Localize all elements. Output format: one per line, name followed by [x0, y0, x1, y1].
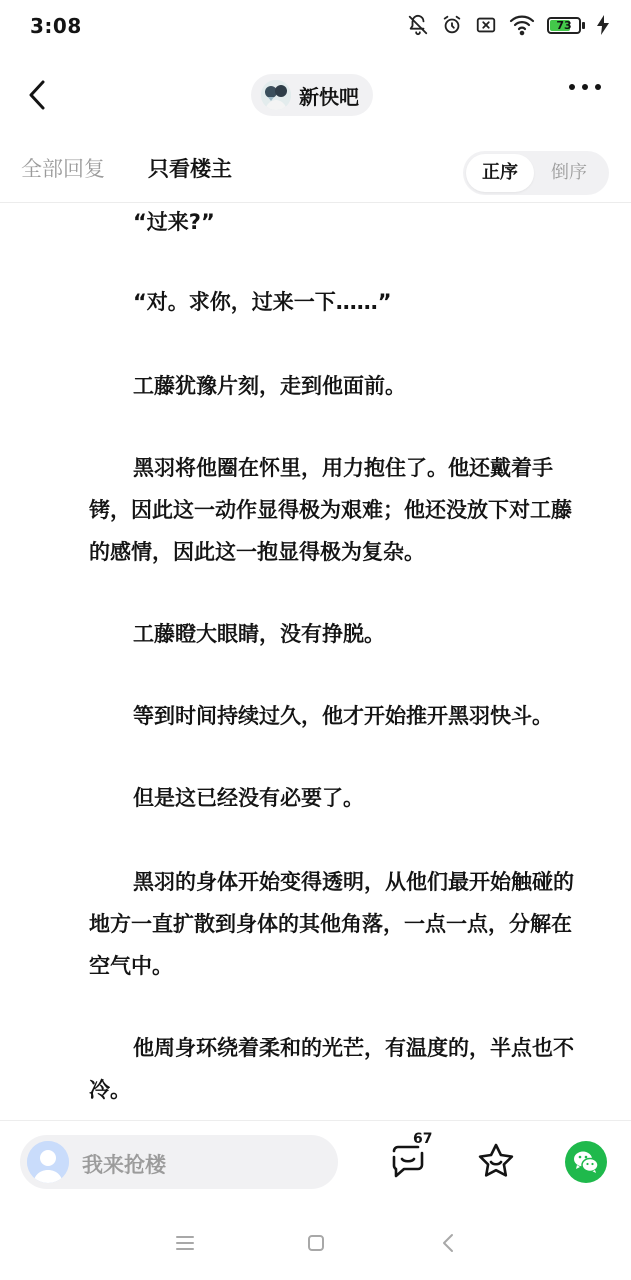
- paragraph-text: 但是这已经没有必要了。: [133, 786, 364, 810]
- paragraph: [89, 614, 609, 654]
- paragraph-text: 工藤瞪大眼睛，没有挣脱。: [133, 622, 385, 646]
- paragraph: [89, 202, 609, 242]
- reply-input[interactable]: [20, 1135, 338, 1189]
- favorite-button[interactable]: [476, 1141, 516, 1181]
- paragraph-text: 工藤犹豫片刻，走到他面前。: [133, 374, 406, 398]
- paragraph-text: “过来?”: [133, 210, 215, 234]
- forum-avatar: [261, 80, 291, 110]
- paragraph: [89, 862, 609, 902]
- paragraph-text: 的感情，因此这一抱显得极为复杂。: [89, 540, 425, 564]
- paragraph-text: 冷。: [89, 1078, 131, 1102]
- paragraph-text: 空气中。: [89, 954, 173, 978]
- comment-icon: [388, 1141, 428, 1181]
- tab-bar: [0, 140, 631, 203]
- paragraph-text: 等到时间持续过久，他才开始推开黑羽快斗。: [133, 704, 553, 728]
- status-time: 3:08: [30, 14, 82, 38]
- system-navigation-bar: [0, 1206, 631, 1280]
- post-content: [0, 202, 631, 1120]
- paragraph-text: 地方一直扩散到身体的其他角落，一点一点，分解在: [89, 912, 572, 936]
- back-button[interactable]: [22, 76, 56, 114]
- home-icon[interactable]: [305, 1232, 327, 1254]
- menu-icon[interactable]: [174, 1232, 196, 1254]
- more-dots-icon[interactable]: [569, 84, 601, 90]
- paragraph: [89, 1028, 609, 1068]
- paragraph-text: 铐，因此这一动作显得极为艰难；他还没放下对工藤: [89, 498, 572, 522]
- alarm-icon: [441, 14, 463, 36]
- bottom-action-bar: [0, 1120, 631, 1207]
- paragraph: [89, 282, 609, 322]
- order-asc-button[interactable]: 正序: [466, 154, 534, 192]
- order-toggle: [463, 151, 609, 195]
- paragraph-text: 黑羽的身体开始变得透明，从他们最开始触碰的: [133, 870, 574, 894]
- forum-pill[interactable]: [251, 74, 373, 116]
- comment-count: 67: [413, 1131, 433, 1147]
- bell-off-icon: [407, 14, 429, 36]
- back-icon[interactable]: [438, 1232, 460, 1254]
- battery-icon: [547, 17, 585, 34]
- wechat-share-button[interactable]: [565, 1141, 607, 1183]
- user-avatar-icon: [27, 1141, 69, 1183]
- nav-bar: [0, 62, 631, 128]
- back-arrow-icon: [22, 76, 56, 114]
- status-icons: [407, 14, 609, 36]
- paragraph-text: “对。求你，过来一下……”: [133, 290, 392, 314]
- sim-off-icon: [475, 14, 497, 36]
- paragraph: [89, 448, 609, 488]
- comment-button[interactable]: [388, 1141, 428, 1181]
- paragraph-text: 黑羽将他圈在怀里，用力抱住了。他还戴着手: [133, 456, 553, 480]
- wifi-icon: [509, 14, 535, 36]
- tab-all-replies[interactable]: 全部回复: [21, 157, 105, 181]
- reply-placeholder: 我来抢楼: [82, 1153, 166, 1177]
- star-icon: [476, 1141, 516, 1181]
- forum-name: 新快吧: [299, 84, 359, 109]
- charging-icon: [597, 15, 609, 35]
- battery-level: 73: [556, 18, 572, 32]
- paragraph-line: [89, 904, 609, 944]
- paragraph-text: 他周身环绕着柔和的光芒，有温度的，半点也不: [133, 1036, 574, 1060]
- paragraph: [89, 696, 609, 736]
- order-desc-button[interactable]: 倒序: [551, 162, 587, 183]
- paragraph: [89, 778, 609, 818]
- paragraph-line: [89, 532, 609, 572]
- status-bar: [0, 0, 631, 56]
- paragraph-line: [89, 946, 609, 986]
- wechat-icon: [565, 1141, 607, 1183]
- tab-owner-only[interactable]: 只看楼主: [148, 157, 232, 181]
- paragraph-line: [89, 1070, 609, 1110]
- paragraph: [89, 366, 609, 406]
- paragraph-line: [89, 490, 609, 530]
